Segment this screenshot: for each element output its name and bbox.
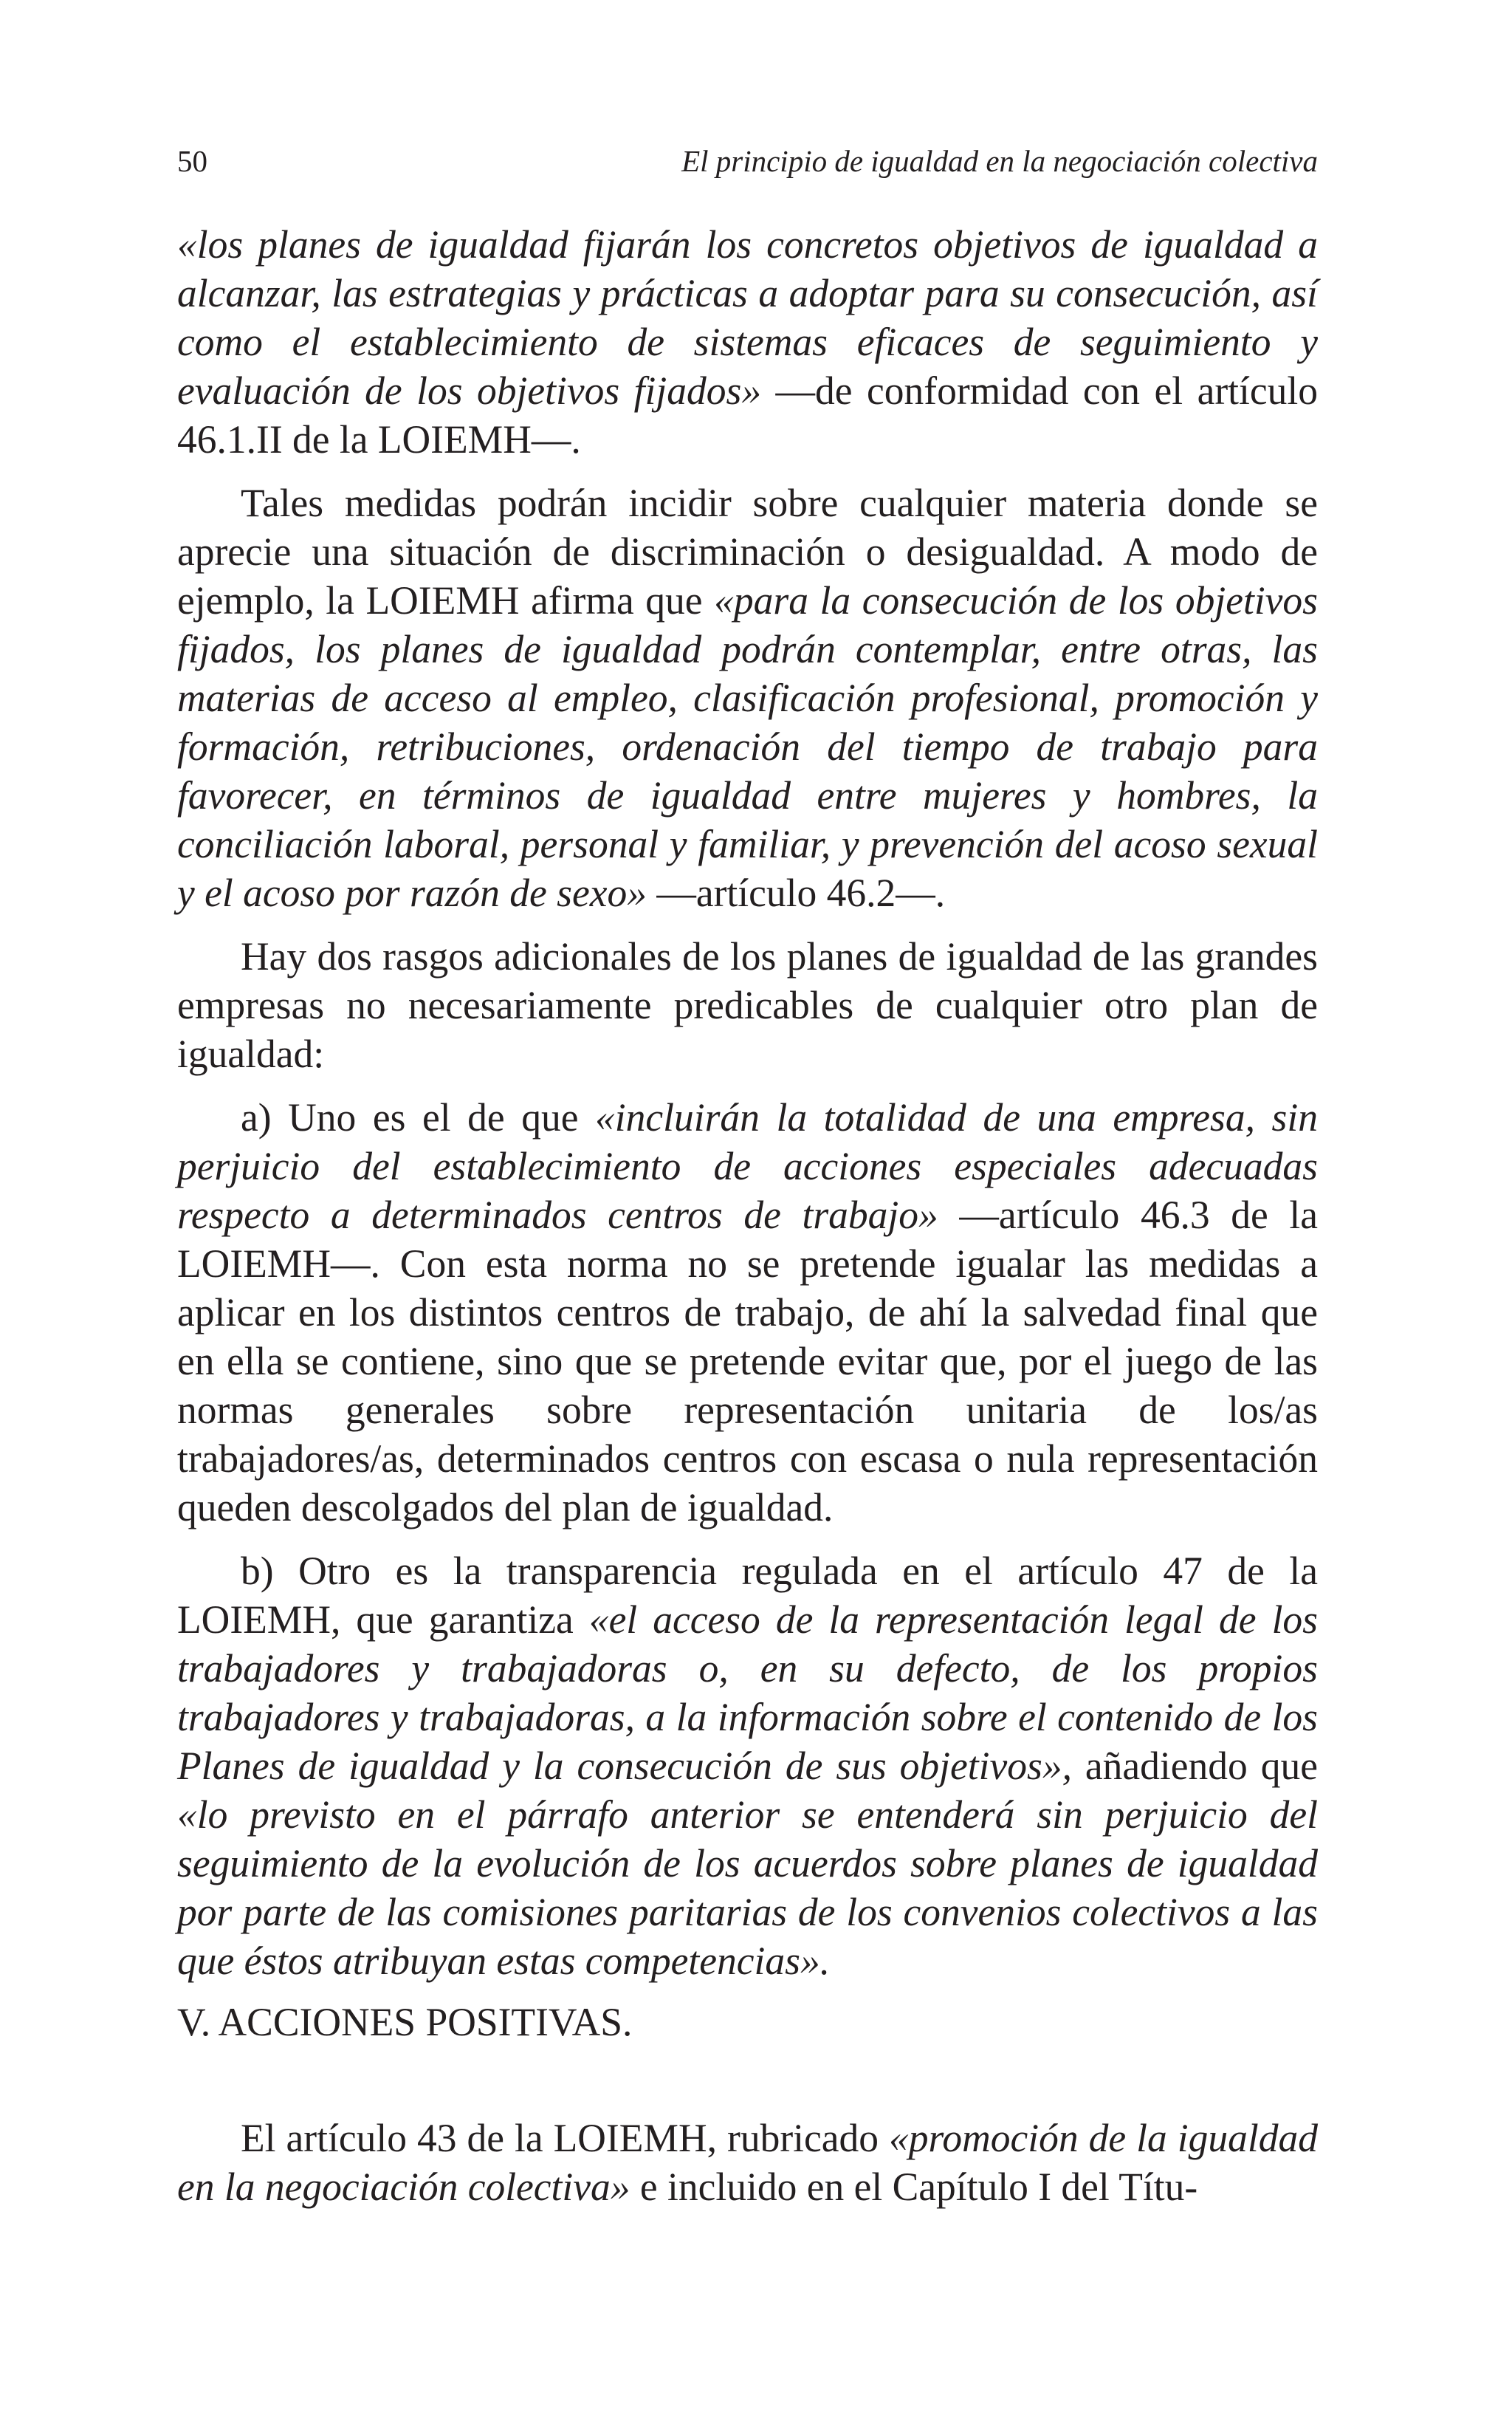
text-segment: El artículo 43 de la LOIEMH, rubricado (241, 2116, 890, 2160)
paragraph-articulo-43 (177, 2114, 1318, 2211)
quote-text: «promoción de la igualdad en la negociación colectiva» (177, 2116, 1318, 2209)
body-text (177, 220, 1318, 1985)
quote-text: «lo previsto en el párrafo anterior se entenderá sin perjuicio del seguimiento de la evolución de los acuerdos sobre planes de igualdad por parte de las comisiones paritarias de los convenios colectivos a las que éstos atribuyan estas competencias». (177, 1792, 1318, 1983)
section-body (177, 2114, 1318, 2211)
text-segment: —de conformidad con el artículo 46.1.II de la LOIEMH—. (177, 369, 1318, 462)
text-segment: —artículo 46.2—. (646, 871, 946, 915)
paragraph-item-a (177, 1093, 1318, 1532)
quote-text: «incluirán la totalidad de una empresa, sin perjuicio del establecimiento de acciones especiales adecuadas respecto a determinados centros de trabajo» (177, 1095, 1318, 1237)
text-segment: Tales medidas podrán incidir sobre cualquier materia donde se aprecie una situación de discriminación o desigualdad. A modo de ejemplo, la LOIEMH afirma que (177, 481, 1318, 623)
quote-text: «los planes de igualdad fijarán los concretos objetivos de igualdad a alcanzar, las estrategias y prácticas a adoptar para su consecución, así como el establecimiento de sistemas eficaces de seguimiento y evaluación de los objetivos fijados» (177, 222, 1318, 413)
text-segment: b) Otro es la transparencia regulada en el artículo 47 de la LOIEMH, que garantiza (177, 1549, 1318, 1642)
text-segment: añadiendo que (1071, 1744, 1318, 1788)
section-heading: V. ACCIONES POSITIVAS. (177, 2000, 633, 2044)
quote-text: «el acceso de la representación legal de los trabajadores y trabajadoras o, en su defecto, de los propios trabajadores y trabajadoras, a la información sobre el contenido de los Planes de igualdad y la consecución de sus objetivos», (177, 1597, 1319, 1788)
text-segment: —artículo 46.3 de la LOIEMH—. Con esta norma no se pretende igualar las medidas a aplicar en los distintos centros de trabajo, de ahí la salvedad final que en ella se contiene, sino que se pretende evitar que, por el juego de las normas generales sobre representación unitaria de los/as trabajadores/as, determinados centros con escasa o nula representación queden descolgados del plan de igualdad. (177, 1193, 1318, 1529)
text-segment: e incluido en el Capítulo I del Títu- (630, 2165, 1198, 2209)
page-number: 50 (177, 144, 207, 178)
text-segment: Hay dos rasgos adicionales de los planes de igualdad de las grandes empresas no necesariamente predicables de cualquier otro plan de igualdad: (177, 934, 1318, 1076)
text-segment: a) Uno es el de que (241, 1095, 596, 1140)
paragraph-quote-continuation (177, 220, 1318, 464)
paragraph-medidas (177, 479, 1318, 917)
paragraph-rasgos (177, 932, 1318, 1078)
running-title: El principio de igualdad en la negociación colectiva (681, 144, 1318, 178)
paragraph-item-b (177, 1546, 1318, 1985)
quote-text: «para la consecución de los objetivos fijados, los planes de igualdad podrán contemplar, entre otras, las materias de acceso al empleo, clasificación profesional, promoción y formación, retribuciones, ordenación del tiempo de trabajo para favorecer, en términos de igualdad entre mujeres y hombres, la conciliación laboral, personal y familiar, y prevención del acoso sexual y el acoso por razón de sexo» (177, 578, 1318, 915)
running-header (177, 139, 1318, 183)
